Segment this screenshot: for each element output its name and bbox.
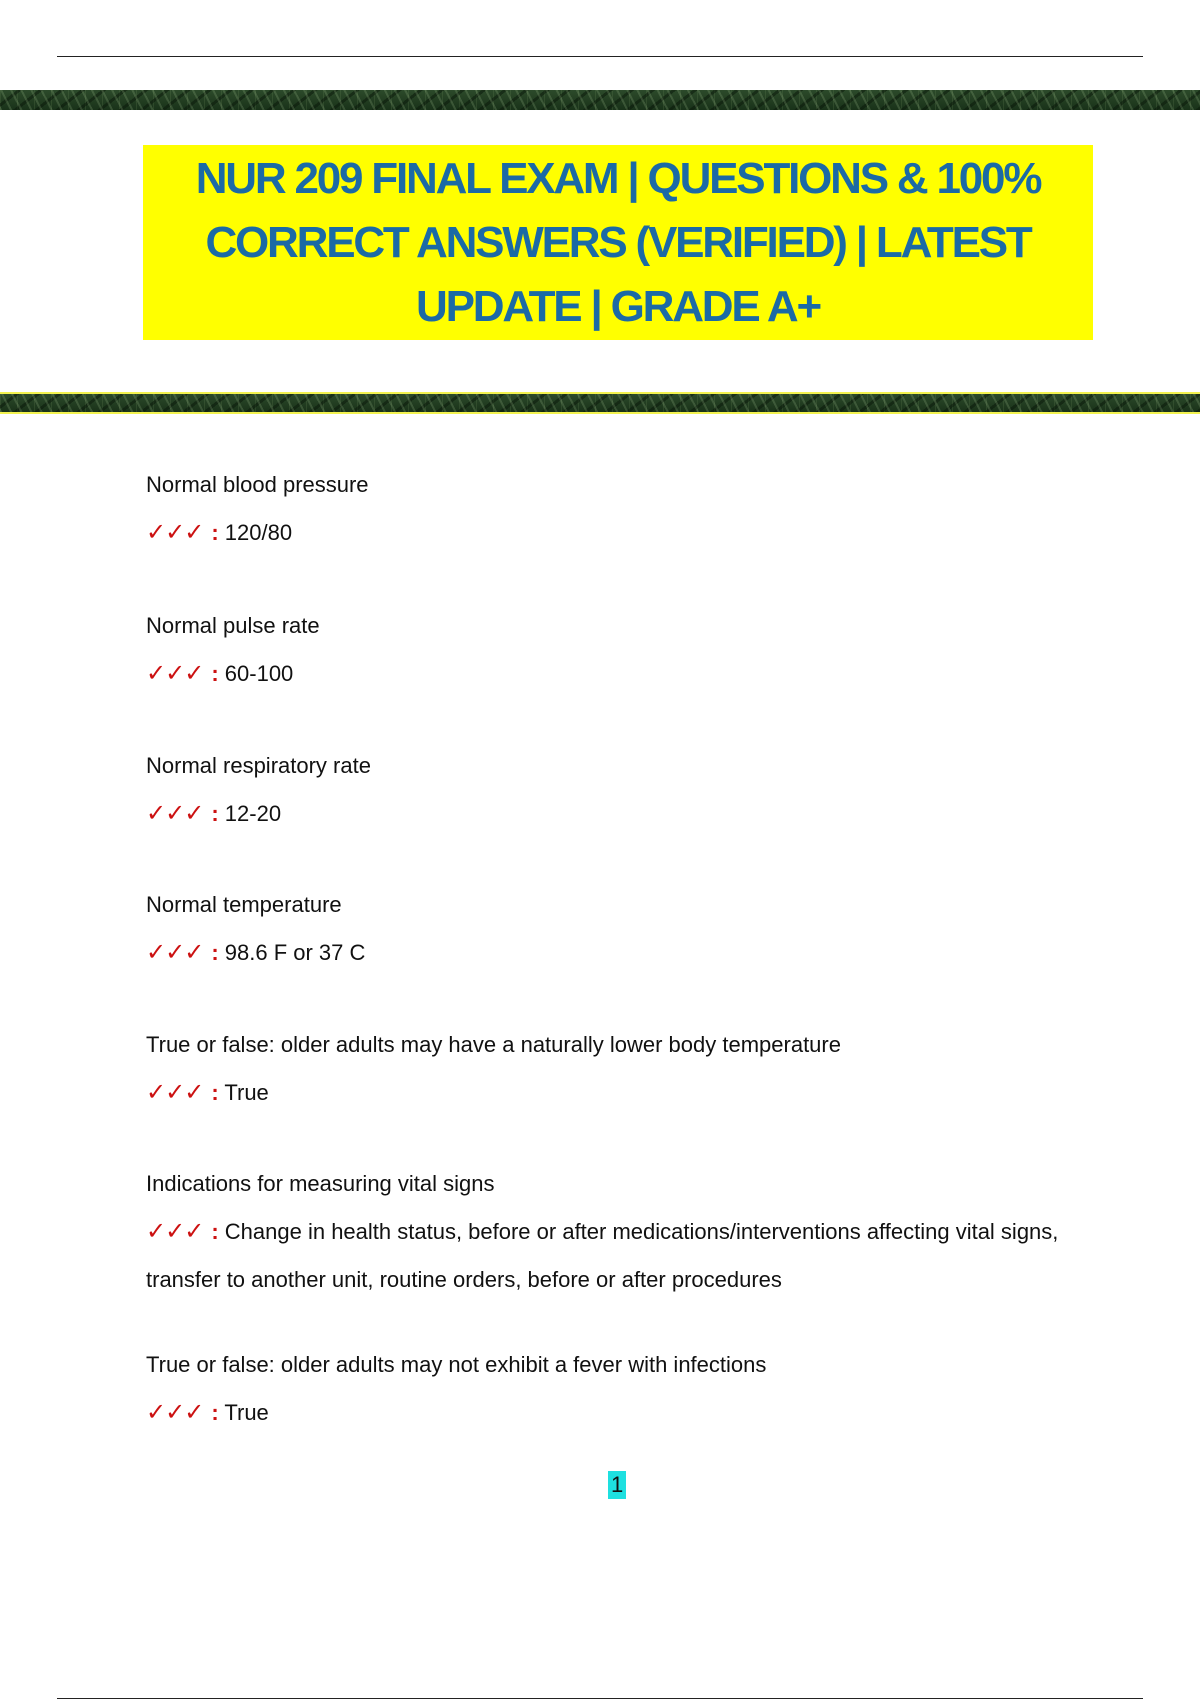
footer-rule (57, 1698, 1143, 1699)
answer-text: 60-100 (224, 661, 294, 686)
answer-text: True (224, 1080, 269, 1105)
qa-item (146, 882, 365, 977)
question-text: True or false: older adults may have a naturally lower body temperature (146, 1032, 841, 1057)
decorative-band-bottom (0, 392, 1200, 414)
answer-text: 98.6 F or 37 C (224, 940, 366, 965)
answer-line (146, 649, 320, 698)
answer-separator: : (211, 940, 219, 965)
answer-separator: : (211, 661, 219, 686)
checkmarks-icon: ✓✓✓ (146, 518, 204, 546)
checkmarks-icon: ✓✓✓ (146, 1078, 204, 1106)
answer-line (146, 1207, 1086, 1304)
qa-item (146, 1022, 841, 1117)
qa-item (146, 603, 320, 698)
answer-separator: : (211, 1080, 219, 1105)
answer-separator: : (211, 520, 219, 545)
document-title: NUR 209 FINAL EXAM | QUESTIONS & 100% CORRECT ANSWERS (VERIFIED) | LATEST UPDATE | GRADE A+ (195, 153, 1041, 331)
answer-separator: : (211, 1219, 219, 1244)
qa-item (146, 1342, 766, 1437)
page-number: 1 (608, 1471, 626, 1499)
question-text: Normal blood pressure (146, 472, 369, 497)
qa-item (146, 743, 371, 838)
answer-text: 12-20 (224, 801, 282, 826)
checkmarks-icon: ✓✓✓ (146, 1217, 204, 1245)
qa-item (146, 1161, 1086, 1304)
question-text: True or false: older adults may not exhibit a fever with infections (146, 1352, 767, 1377)
header-rule (57, 56, 1143, 57)
question-text: Indications for measuring vital signs (146, 1171, 495, 1196)
answer-text: True (224, 1400, 269, 1425)
answer-separator: : (211, 801, 219, 826)
checkmarks-icon: ✓✓✓ (146, 1398, 204, 1426)
decorative-band-top (0, 90, 1200, 110)
answer-line (146, 928, 365, 977)
checkmarks-icon: ✓✓✓ (146, 659, 204, 687)
question-text: Normal respiratory rate (146, 753, 371, 778)
answer-text: Change in health status, before or after medications/interventions affecting vital signs, transfer to another unit, routine orders, before or after procedures (146, 1219, 1059, 1292)
answer-separator: : (211, 1400, 219, 1425)
answer-line (146, 508, 369, 557)
title-banner (143, 145, 1093, 340)
question-text: Normal temperature (146, 892, 342, 917)
answer-line (146, 789, 371, 838)
checkmarks-icon: ✓✓✓ (146, 938, 204, 966)
qa-item (146, 462, 369, 557)
answer-line (146, 1388, 766, 1437)
answer-line (146, 1068, 841, 1117)
checkmarks-icon: ✓✓✓ (146, 799, 204, 827)
question-text: Normal pulse rate (146, 613, 320, 638)
answer-text: 120/80 (224, 520, 293, 545)
